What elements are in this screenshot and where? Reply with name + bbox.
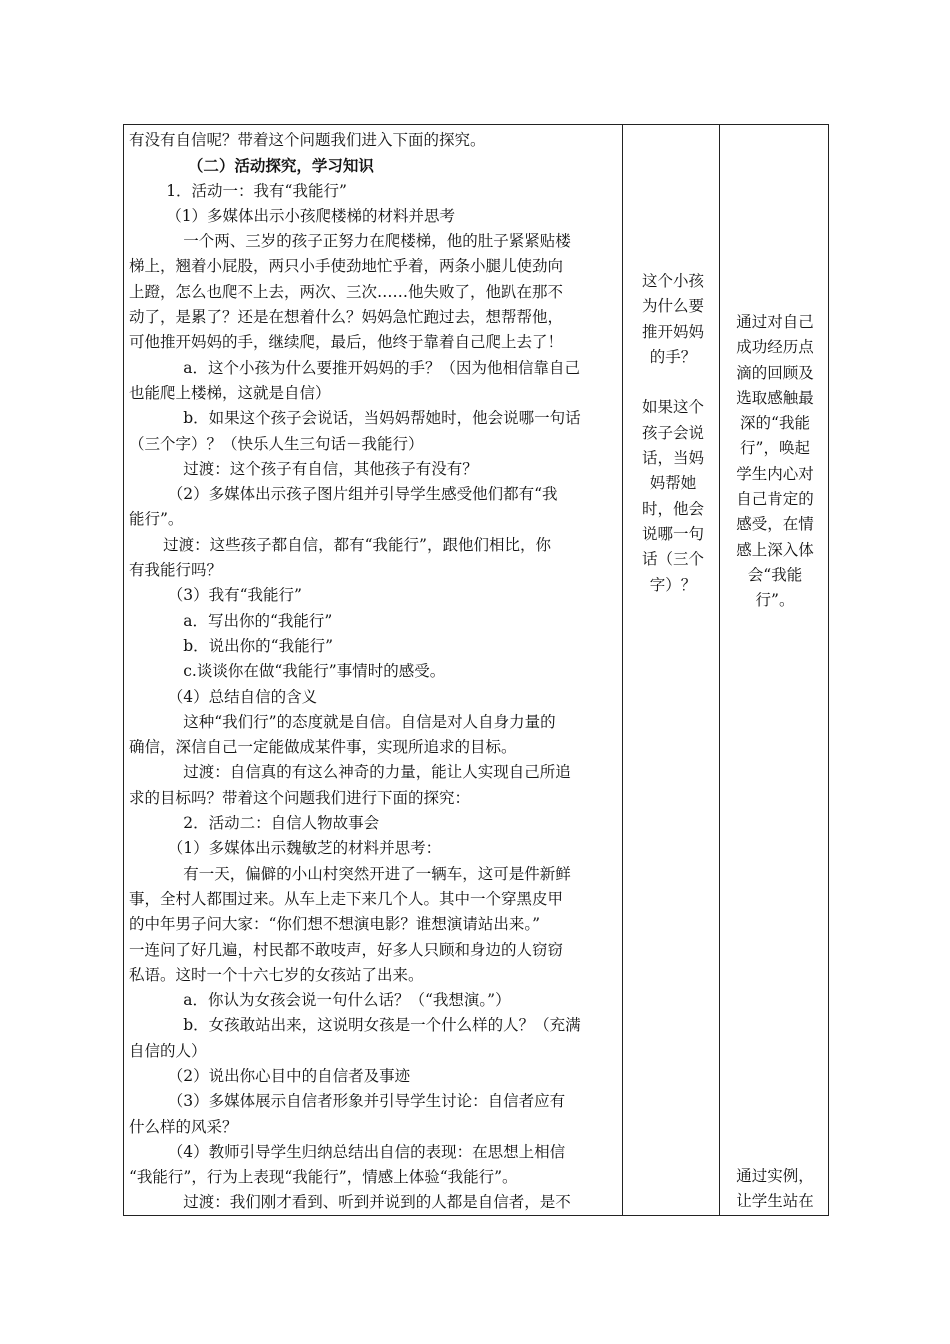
student-questions-column — [637, 269, 709, 598]
intent-line: 自己肯定的 — [736, 490, 814, 509]
question-line: 为什么要 — [641, 297, 704, 316]
text-line: 可他推开妈妈的手，继续爬，最后，他终于靠着自己爬上去了！ — [129, 333, 564, 352]
text-line: a．写出你的“我能行” — [183, 611, 333, 630]
text-line: 过渡：我们刚才看到、听到并说到的人都是自信者，是不 — [183, 1193, 571, 1212]
text-line: 这种“我们行”的态度就是自信。自信是对人自身力量的 — [183, 712, 556, 731]
text-line: 求的目标吗？带着这个问题我们进行下面的探究： — [129, 788, 471, 807]
text-line: 确信，深信自己一定能做成某件事，实现所追求的目标。 — [129, 738, 517, 757]
text-line: 有我能行吗？ — [129, 561, 223, 580]
text-line: （3）我有“我能行” — [167, 586, 302, 605]
text-line: 私语。这时一个十六七岁的女孩站了出来。 — [129, 965, 424, 984]
text-line: 也能爬上楼梯，这就是自信） — [129, 383, 331, 402]
text-line: 事，全村人都围过来。从车上走下来几个人。其中一个穿黑皮甲 — [129, 889, 564, 908]
question-line: 时，他会 — [641, 499, 704, 518]
question-line: 说哪一句 — [641, 524, 704, 543]
text-line: （1）多媒体出示小孩爬楼梯的材料并思考 — [166, 206, 456, 225]
intent-line: 行”，唤起 — [740, 439, 810, 458]
text-line: b．如果这个孩子会说话，当妈妈帮她时，他会说哪一句话 — [183, 409, 581, 428]
text-line: （4）教师引导学生归纳总结出自信的表现：在思想上相信 — [167, 1142, 566, 1161]
activity-heading: 1．活动一：我有“我能行” — [166, 181, 347, 200]
text-line: 过渡：自信真的有这么神奇的力量，能让人实现自己所追 — [183, 763, 571, 782]
intent-line: 选取感触最 — [736, 388, 814, 407]
intent-line: 会“我能 — [747, 565, 803, 584]
text-line: a．这个小孩为什么要推开妈妈的手？（因为他相信靠自己 — [183, 358, 580, 377]
question-line: 妈帮她 — [649, 474, 697, 493]
teaching-process-column — [129, 128, 619, 1216]
text-line: 动了，是累了？还是在想着什么？妈妈急忙跑过去，想帮帮他， — [129, 308, 564, 327]
question-line: 话，当妈 — [641, 449, 704, 468]
text-line: 的中年男子问大家：“你们想不想演电影？谁想演请站出来。” — [129, 915, 541, 934]
design-intent-column — [729, 310, 821, 614]
intent-line: 成功经历点 — [736, 338, 814, 357]
text-line: 有一天，偏僻的小山村突然开进了一辆车，这可是件新鲜 — [183, 864, 571, 883]
table-divider — [719, 124, 720, 1216]
text-line: 过渡：这个孩子有自信，其他孩子有没有？ — [183, 459, 478, 478]
intent-line: 通过实例， — [736, 1167, 814, 1185]
text-line: 一连问了好几遍，村民都不敢吱声，好多人只顾和身边的人窃窃 — [129, 940, 564, 959]
intent-line: 学生内心对 — [736, 464, 814, 483]
activity-heading: 2．活动二：自信人物故事会 — [183, 814, 380, 833]
section-heading: （二）活动探究，学习知识 — [187, 156, 374, 176]
text-line: （2）多媒体出示孩子图片组并引导学生感受他们都有“我 — [167, 485, 558, 504]
text-line: 什么样的风采？ — [129, 1117, 238, 1136]
text-line: 自信的人） — [129, 1041, 207, 1060]
question-line: 的手？ — [649, 347, 697, 366]
intent-line: 行”。 — [755, 591, 795, 610]
text-line: “我能行”，行为上表现“我能行”，情感上体验“我能行”。 — [129, 1168, 518, 1187]
question-line: 字）？ — [649, 575, 697, 594]
text-line: c.谈谈你在做“我能行”事情时的感受。 — [183, 662, 446, 681]
intent-line: 滴的回顾及 — [736, 363, 814, 382]
text-line: （2）说出你心目中的自信者及事迹 — [167, 1066, 411, 1085]
text-line: 一个两、三岁的孩子正努力在爬楼梯，他的肚子紧紧贴楼 — [183, 232, 571, 251]
intent-line: 感上深入体 — [736, 540, 814, 559]
text-line: （三个字）？（快乐人生三句话－我能行） — [129, 434, 424, 453]
intent-line: 通过对自己 — [736, 313, 814, 331]
text-line: （1）多媒体出示魏敏芝的材料并思考： — [167, 839, 442, 858]
text-line: 有没有自信呢？带着这个问题我们进入下面的探究。 — [129, 131, 486, 149]
text-line: 上蹬，怎么也爬不上去，两次、三次……他失败了，他趴在那不 — [129, 282, 564, 301]
text-line: a．你认为女孩会说一句什么话？（“我想演。”） — [183, 991, 511, 1010]
intent-line: 让学生站在 — [736, 1192, 814, 1211]
question-line: 推开妈妈 — [641, 322, 704, 341]
text-line: 过渡：这些孩子都自信，都有“我能行”，跟他们相比，你 — [163, 535, 551, 554]
text-line: （3）多媒体展示自信者形象并引导学生讨论：自信者应有 — [167, 1092, 566, 1111]
text-line: 梯上，翘着小屁股，两只小手使劲地忙乎着，两条小腿儿使劲向 — [129, 257, 564, 276]
question-line: 如果这个 — [641, 398, 704, 417]
question-line: 这个小孩 — [641, 272, 704, 290]
text-line: 能行”。 — [129, 510, 184, 529]
text-line: b．说出你的“我能行” — [183, 636, 334, 655]
table-divider — [622, 124, 623, 1216]
question-spacer — [637, 370, 709, 395]
text-line: （4）总结自信的含义 — [167, 687, 318, 706]
question-line: 孩子会说 — [641, 423, 704, 442]
intent-line: 深的“我能 — [740, 414, 810, 433]
intent-line: 感受，在情 — [736, 515, 814, 534]
text-line: b．女孩敢站出来，这说明女孩是一个什么样的人？（充满 — [183, 1016, 581, 1035]
design-intent-column-continued — [729, 1164, 821, 1215]
question-line: 话（三个 — [641, 550, 704, 569]
